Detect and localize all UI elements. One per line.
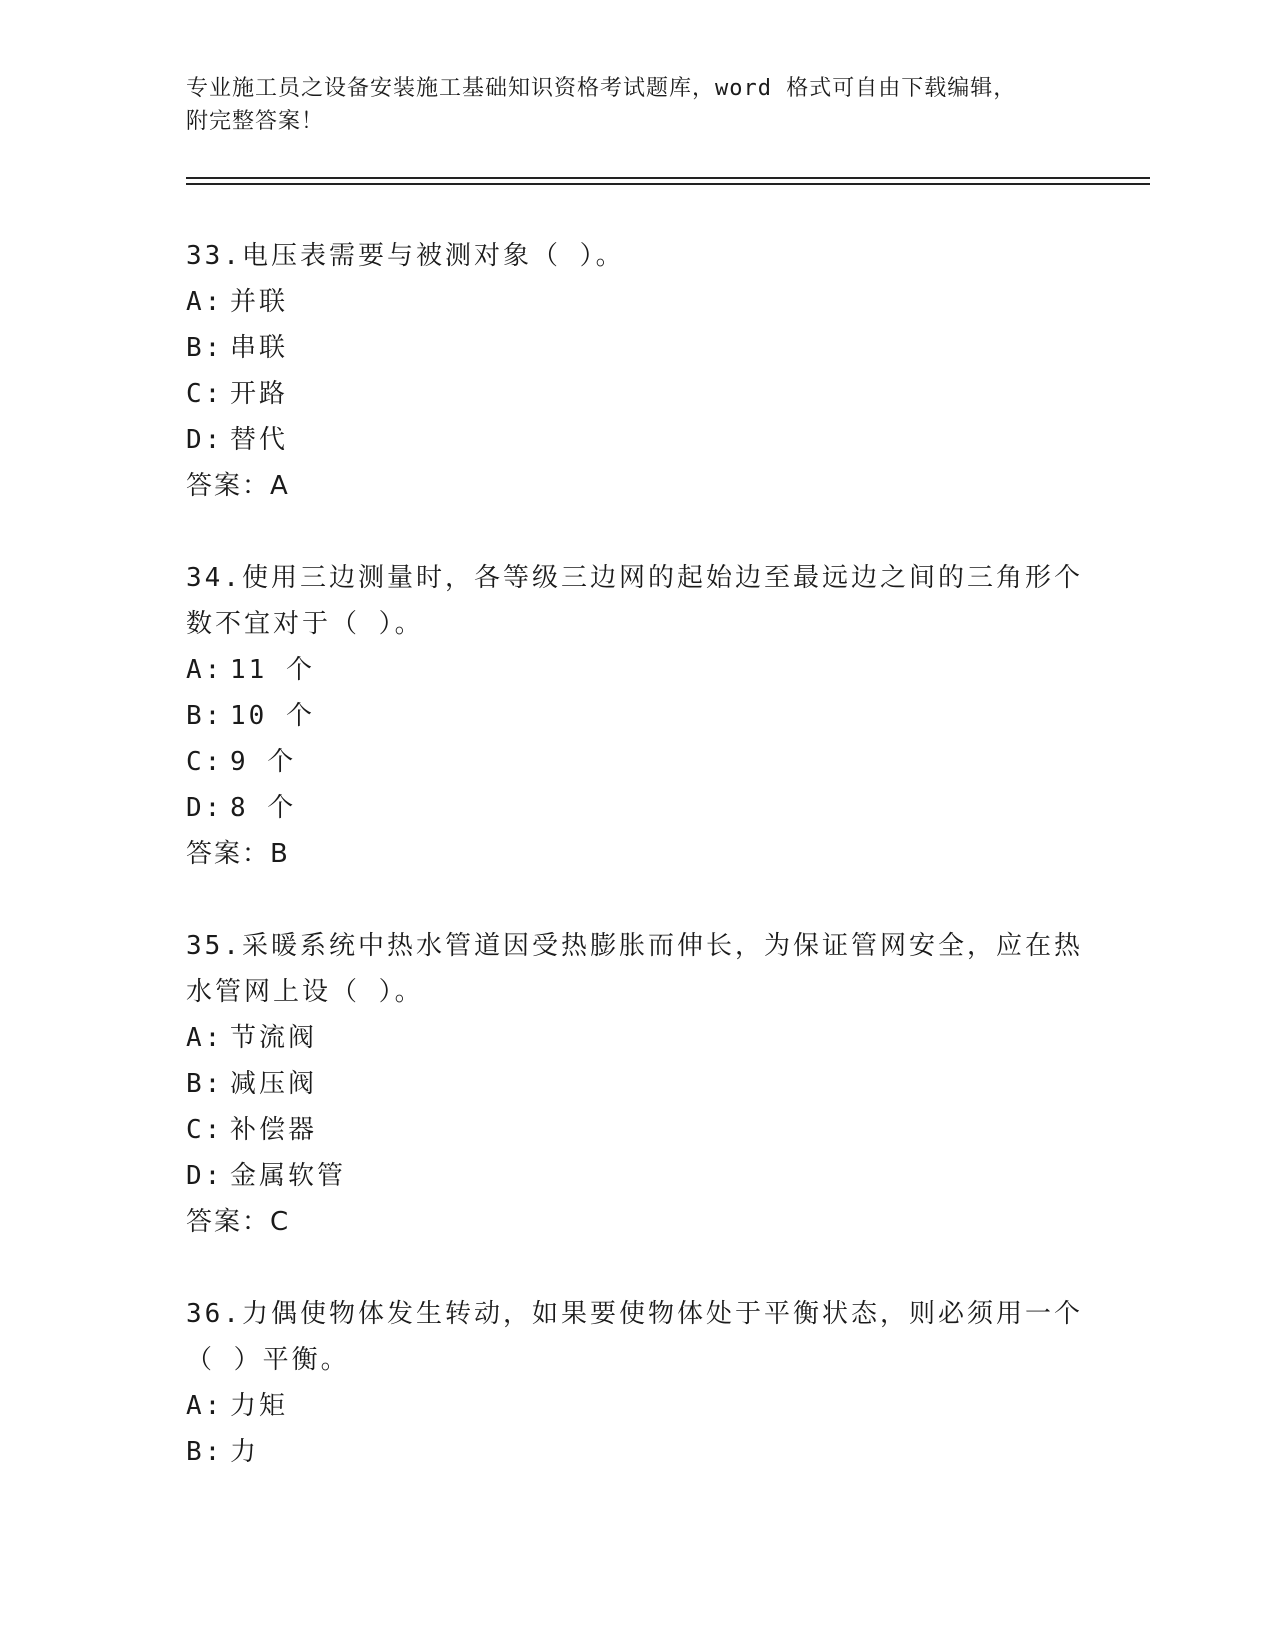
option-text: 力矩 [230, 1391, 289, 1421]
question-stem: 35.采暖系统中热水管道因受热膨胀而伸长，为保证管网安全，应在热水管网上设（ ）。 [186, 931, 1083, 1007]
question-34 [186, 555, 1086, 877]
question-stem: 34.使用三边测量时，各等级三边网的起始边至最远边之间的三角形个数不宜对于（ ）。 [186, 563, 1083, 639]
question-list [186, 233, 1086, 1521]
option-letter: C: [186, 1115, 224, 1145]
header-title-line-2: 附完整答案！ [186, 109, 325, 134]
header-title-line-1: 专业施工员之设备安装施工基础知识资格考试题库，word 格式可自由下载编辑， [186, 76, 1017, 101]
option-letter: A: [186, 1023, 224, 1053]
option-letter: B: [186, 1069, 224, 1099]
option-text: 11 个 [230, 655, 315, 685]
header-divider-top [186, 177, 1150, 179]
option-text: 减压阀 [230, 1069, 318, 1099]
option-text: 金属软管 [230, 1161, 347, 1191]
option-text: 串联 [230, 333, 289, 363]
option-letter: C: [186, 747, 224, 777]
option-text: 力 [230, 1437, 260, 1467]
option-b [186, 1061, 1086, 1107]
option-a [186, 1015, 1086, 1061]
option-letter: B: [186, 701, 224, 731]
question-stem: 36.力偶使物体发生转动，如果要使物体处于平衡状态，则必须用一个（ ）平衡。 [186, 1299, 1083, 1375]
answer-line: 答案：C [186, 1207, 291, 1237]
question-35 [186, 923, 1086, 1245]
option-letter: D: [186, 425, 224, 455]
option-text: 9 个 [230, 747, 297, 777]
option-b [186, 1429, 1086, 1475]
option-letter: B: [186, 333, 224, 363]
option-b [186, 325, 1086, 371]
option-a [186, 647, 1086, 693]
option-letter: A: [186, 655, 224, 685]
option-letter: B: [186, 1437, 224, 1467]
header-divider-bottom [186, 183, 1150, 185]
option-letter: D: [186, 793, 224, 823]
question-36 [186, 1291, 1086, 1475]
option-a [186, 279, 1086, 325]
answer-line: 答案：B [186, 839, 290, 869]
option-d [186, 417, 1086, 463]
option-letter: A: [186, 1391, 224, 1421]
option-letter: C: [186, 379, 224, 409]
option-b [186, 693, 1086, 739]
option-c [186, 1107, 1086, 1153]
option-text: 开路 [230, 379, 289, 409]
option-d [186, 1153, 1086, 1199]
option-d [186, 785, 1086, 831]
document-header [186, 72, 1066, 138]
option-text: 10 个 [230, 701, 315, 731]
option-text: 并联 [230, 287, 289, 317]
option-c [186, 371, 1086, 417]
answer-line: 答案：A [186, 471, 290, 501]
option-a [186, 1383, 1086, 1429]
option-text: 补偿器 [230, 1115, 318, 1145]
question-33 [186, 233, 1086, 509]
option-letter: A: [186, 287, 224, 317]
option-text: 节流阀 [230, 1023, 318, 1053]
option-text: 替代 [230, 425, 289, 455]
option-text: 8 个 [230, 793, 297, 823]
option-c [186, 739, 1086, 785]
question-stem: 33.电压表需要与被测对象（ ）。 [186, 241, 625, 271]
option-letter: D: [186, 1161, 224, 1191]
